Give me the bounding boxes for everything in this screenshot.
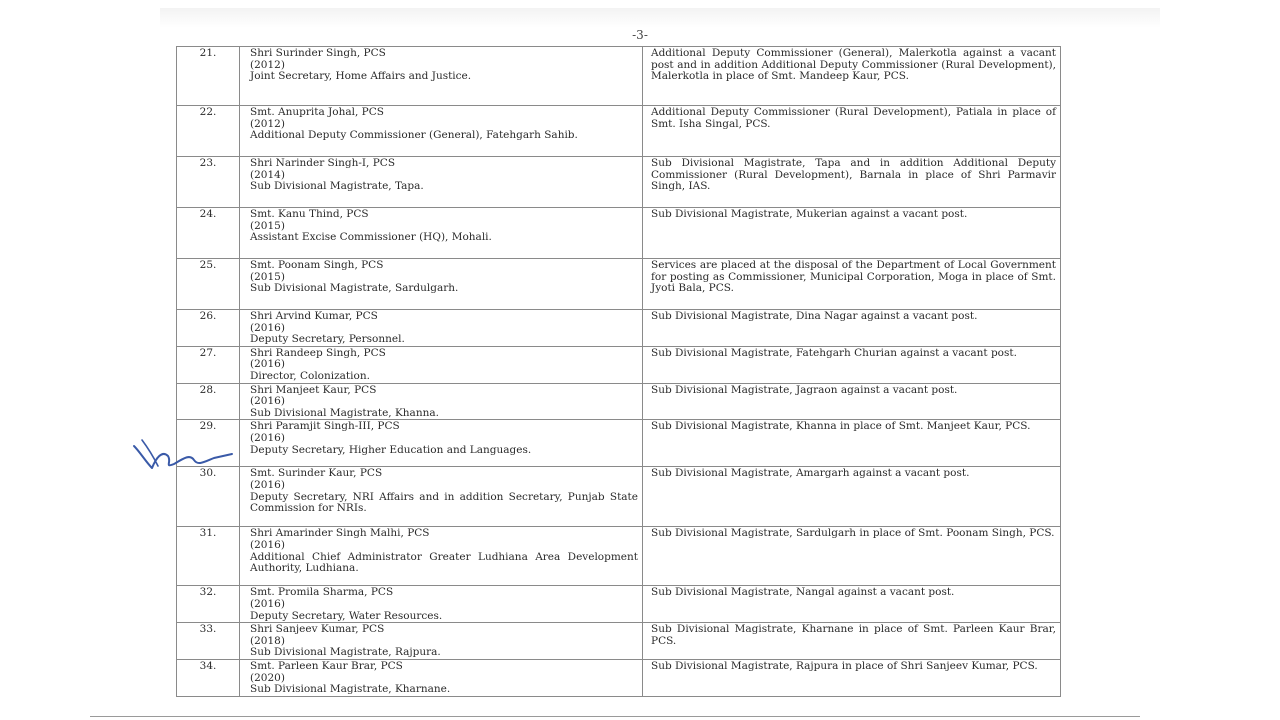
officer-cell [240, 420, 643, 467]
officer-name: Smt. Surinder Kaur, PCS [250, 468, 383, 480]
batch-year: (2014) [250, 169, 285, 181]
officer-name: Shri Sanjeev Kumar, PCS [250, 624, 385, 636]
batch-year: (2016) [250, 598, 285, 610]
officer-cell [240, 346, 643, 383]
present-designation: Additional Deputy Commissioner (General), Fatehgarh Sahib. [250, 129, 578, 142]
batch-year: (2012) [250, 118, 285, 130]
page-number: -3- [632, 28, 648, 42]
serial-number: 27. [177, 346, 240, 383]
officer-cell [240, 383, 643, 420]
batch-year: (2016) [250, 322, 285, 334]
officer-name: Shri Manjeet Kaur, PCS [250, 384, 377, 396]
batch-year: (2012) [250, 59, 285, 71]
table-row [177, 106, 1061, 157]
serial-number: 28. [177, 383, 240, 420]
present-designation: Sub Divisional Magistrate, Kharnane. [250, 683, 451, 696]
serial-number: 33. [177, 623, 240, 660]
table-row [177, 208, 1061, 259]
new-posting: Sub Divisional Magistrate, Nangal against a vacant post. [643, 586, 1061, 623]
officer-name: Smt. Promila Sharma, PCS [250, 587, 394, 599]
table-row [177, 47, 1061, 106]
batch-year: (2020) [250, 672, 285, 684]
officer-cell [240, 157, 643, 208]
present-designation: Sub Divisional Magistrate, Tapa. [250, 180, 424, 193]
officer-cell [240, 208, 643, 259]
new-posting: Sub Divisional Magistrate, Khanna in place of Smt. Manjeet Kaur, PCS. [643, 420, 1061, 467]
table-row [177, 383, 1061, 420]
serial-number: 31. [177, 527, 240, 586]
new-posting: Sub Divisional Magistrate, Rajpura in place of Shri Sanjeev Kumar, PCS. [643, 659, 1061, 696]
table-row [177, 623, 1061, 660]
present-designation: Deputy Secretary, Personnel. [250, 333, 405, 346]
officer-name: Smt. Anuprita Johal, PCS [250, 107, 384, 118]
table-row [177, 346, 1061, 383]
table-row [177, 259, 1061, 310]
officer-cell [240, 659, 643, 696]
officer-cell [240, 527, 643, 586]
present-designation: Deputy Secretary, NRI Affairs and in addition Secretary, Punjab State Commission for NRIs. [250, 490, 638, 515]
officer-name: Smt. Kanu Thind, PCS [250, 209, 369, 220]
officer-name: Shri Randeep Singh, PCS [250, 347, 386, 359]
table-row [177, 310, 1061, 347]
new-posting: Sub Divisional Magistrate, Dina Nagar against a vacant post. [643, 310, 1061, 347]
officer-name: Shri Narinder Singh-I, PCS [250, 158, 396, 169]
officer-name: Smt. Poonam Singh, PCS [250, 260, 384, 271]
new-posting: Additional Deputy Commissioner (General), Malerkotla against a vacant post and in addition Additional Deputy Commissioner (Rural Development), Malerkotla in place of Smt. Mandeep Kaur, PCS. [643, 47, 1061, 106]
new-posting: Sub Divisional Magistrate, Tapa and in addition Additional Deputy Commissioner (Rural Development), Barnala in place of Shri Parmavir Singh, IAS. [643, 157, 1061, 208]
serial-number: 22. [177, 106, 240, 157]
scan-shadow [160, 8, 1160, 28]
serial-number: 26. [177, 310, 240, 347]
serial-number: 21. [177, 47, 240, 106]
officer-cell [240, 310, 643, 347]
officer-cell [240, 106, 643, 157]
new-posting: Additional Deputy Commissioner (Rural Development), Patiala in place of Smt. Isha Singal, PCS. [643, 106, 1061, 157]
serial-number: 29. [177, 420, 240, 467]
table-row [177, 157, 1061, 208]
present-designation: Sub Divisional Magistrate, Sardulgarh. [250, 282, 459, 295]
handwritten-signature [128, 436, 238, 476]
table-row [177, 659, 1061, 696]
present-designation: Sub Divisional Magistrate, Khanna. [250, 406, 439, 419]
new-posting: Sub Divisional Magistrate, Mukerian against a vacant post. [643, 208, 1061, 259]
batch-year: (2016) [250, 539, 285, 551]
present-designation: Joint Secretary, Home Affairs and Justice. [250, 70, 472, 83]
serial-number: 32. [177, 586, 240, 623]
serial-number: 24. [177, 208, 240, 259]
present-designation: Deputy Secretary, Water Resources. [250, 609, 443, 622]
new-posting: Sub Divisional Magistrate, Jagraon against a vacant post. [643, 383, 1061, 420]
new-posting: Sub Divisional Magistrate, Amargarh against a vacant post. [643, 467, 1061, 527]
officer-cell [240, 47, 643, 106]
batch-year: (2016) [250, 396, 285, 408]
officer-name: Smt. Parleen Kaur Brar, PCS [250, 660, 403, 672]
table-row [177, 527, 1061, 586]
officer-cell [240, 467, 643, 527]
new-posting: Sub Divisional Magistrate, Kharnane in place of Smt. Parleen Kaur Brar, PCS. [643, 623, 1061, 660]
serial-number: 23. [177, 157, 240, 208]
batch-year: (2018) [250, 635, 285, 647]
batch-year: (2016) [250, 432, 285, 444]
present-designation: Sub Divisional Magistrate, Rajpura. [250, 646, 441, 659]
officer-cell [240, 259, 643, 310]
officer-name: Shri Amarinder Singh Malhi, PCS [250, 528, 430, 540]
officer-cell [240, 623, 643, 660]
batch-year: (2015) [250, 271, 285, 283]
serial-number: 30. [177, 467, 240, 527]
present-designation: Deputy Secretary, Higher Education and Languages. [250, 443, 532, 456]
present-designation: Director, Colonization. [250, 369, 370, 382]
new-posting: Sub Divisional Magistrate, Sardulgarh in place of Smt. Poonam Singh, PCS. [643, 527, 1061, 586]
batch-year: (2016) [250, 479, 285, 491]
present-designation: Assistant Excise Commissioner (HQ), Mohali. [250, 231, 492, 244]
postings-table-body [177, 47, 1061, 697]
officer-cell [240, 586, 643, 623]
table-row [177, 420, 1061, 467]
new-posting: Sub Divisional Magistrate, Fatehgarh Churian against a vacant post. [643, 346, 1061, 383]
new-posting: Services are placed at the disposal of the Department of Local Government for posting as Commissioner, Municipal Corporation, Moga in place of Smt. Jyoti Bala, PCS. [643, 259, 1061, 310]
serial-number: 34. [177, 659, 240, 696]
serial-number: 25. [177, 259, 240, 310]
table-row [177, 586, 1061, 623]
officer-name: Shri Paramjit Singh-III, PCS [250, 421, 400, 433]
postings-table [176, 46, 1061, 697]
page-bottom-edge [90, 716, 1140, 717]
batch-year: (2016) [250, 359, 285, 371]
officer-name: Shri Surinder Singh, PCS [250, 48, 386, 59]
batch-year: (2015) [250, 220, 285, 232]
officer-name: Shri Arvind Kumar, PCS [250, 311, 378, 322]
table-row [177, 467, 1061, 527]
present-designation: Additional Chief Administrator Greater Ludhiana Area Development Authority, Ludhiana. [250, 550, 638, 575]
